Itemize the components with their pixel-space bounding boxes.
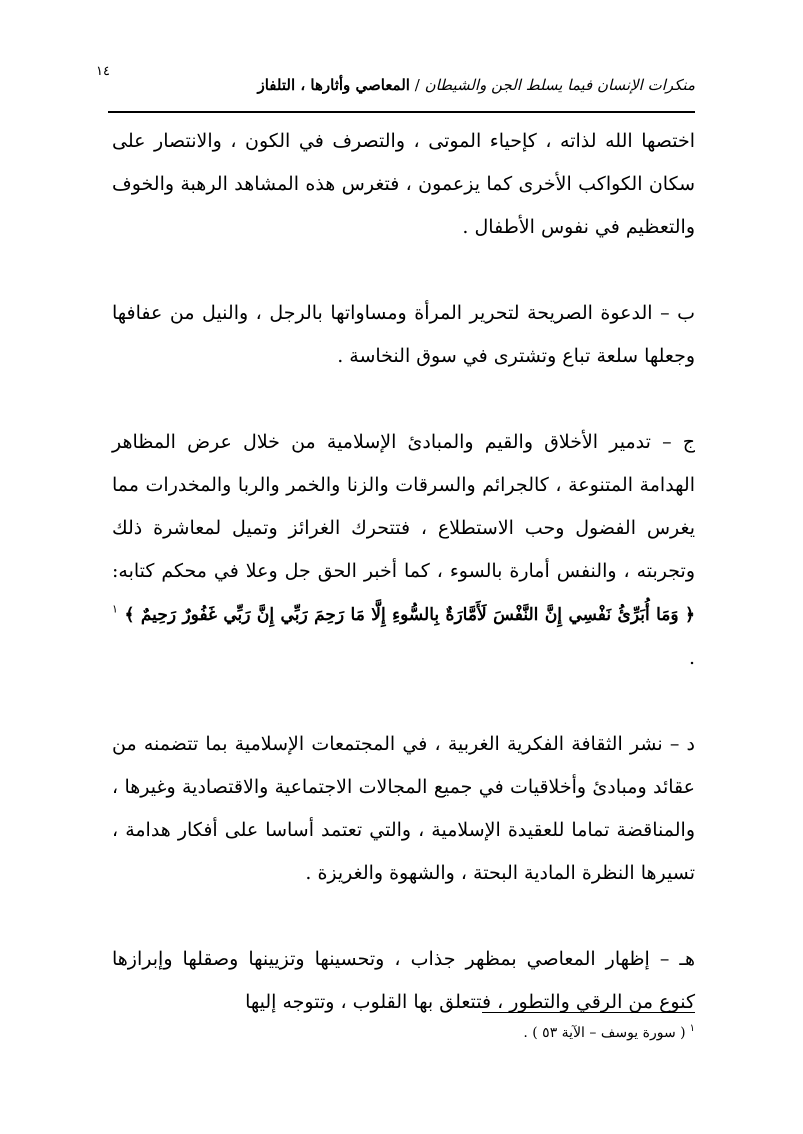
intro-paragraph: اختصها الله لذاته ، كإحياء الموتى ، والتصرف في الكون ، والانتصار على سكان الكواكب الأخرى كما يزعمون ، فتغرس هذه المشاهد الرهبة والخوف والتعظيم في نفوس الأطفال . <box>112 130 695 238</box>
item-c-end: . <box>688 647 695 669</box>
header-rule <box>108 111 695 113</box>
header-separator: / <box>409 76 425 94</box>
page-number: ١٤ <box>96 64 110 79</box>
body-text <box>112 120 695 1024</box>
footnote-reference: ١ <box>112 602 118 616</box>
item-d-paragraph: د – نشر الثقافة الفكرية الغربية ، في المجتمعات الإسلامية بما تتضمنه من عقائد ومبادئ وأخلاقيات في جميع المجالات الاجتماعية والاقتصادية وغيرها ، والمناقضة تماما للعقيدة الإسلامية ، والتي تعتمد أساسا على أفكار هدامة ، تسيرها النظرة المادية البحتة ، والشهوة والغريزة . <box>112 733 695 884</box>
item-c-paragraph <box>112 421 695 680</box>
footnote-text: ( سورة يوسف – الآية ٥٣ ) . <box>523 1025 686 1041</box>
quran-verse: ﴿ وَمَا أُبَرِّئُ نَفْسِي إِنَّ النَّفْسَ لَأَمَّارَةٌ بِالسُّوءِ إِلَّا مَا رَحِمَ رَبِّي إِنَّ رَبِّي غَفُورٌ رَحِيمٌ ﴾ <box>124 605 696 625</box>
footnote <box>523 1025 695 1041</box>
book-title: منكرات الإنسان فيما يسلط الجن والشيطان <box>424 76 695 94</box>
item-c-text: ج – تدمير الأخلاق والقيم والمبادئ الإسلامية من خلال عرض المظاهر الهدامة المتنوعة ، كالجرائم والسرقات والزنا والخمر والربا والمخدرات مما يغرس الفضول وحب الاستطلاع ، فتتحرك الغرائز وتميل لمعاشرة ذلك وتجربته ، والنفس أمارة بالسوء ، كما أخبر الحق جل وعلا في محكم كتابه: <box>112 431 695 582</box>
chapter-title: المعاصي وأثارها ، التلفاز <box>257 76 410 94</box>
item-b-paragraph: ب – الدعوة الصريحة لتحرير المرأة ومساواتها بالرجل ، والنيل من عفافها وجعلها سلعة تباع وتشترى في سوق النخاسة . <box>112 302 695 367</box>
running-header <box>257 76 695 94</box>
footnote-rule <box>482 1012 695 1013</box>
footnote-number: ١ <box>689 1023 695 1035</box>
item-e-paragraph: هـ – إظهار المعاصي بمظهر جذاب ، وتحسينها وتزيينها وصقلها وإبرازها كنوع من الرقي والتطور ، فتتعلق بها القلوب ، وتتوجه إليها <box>112 948 695 1013</box>
